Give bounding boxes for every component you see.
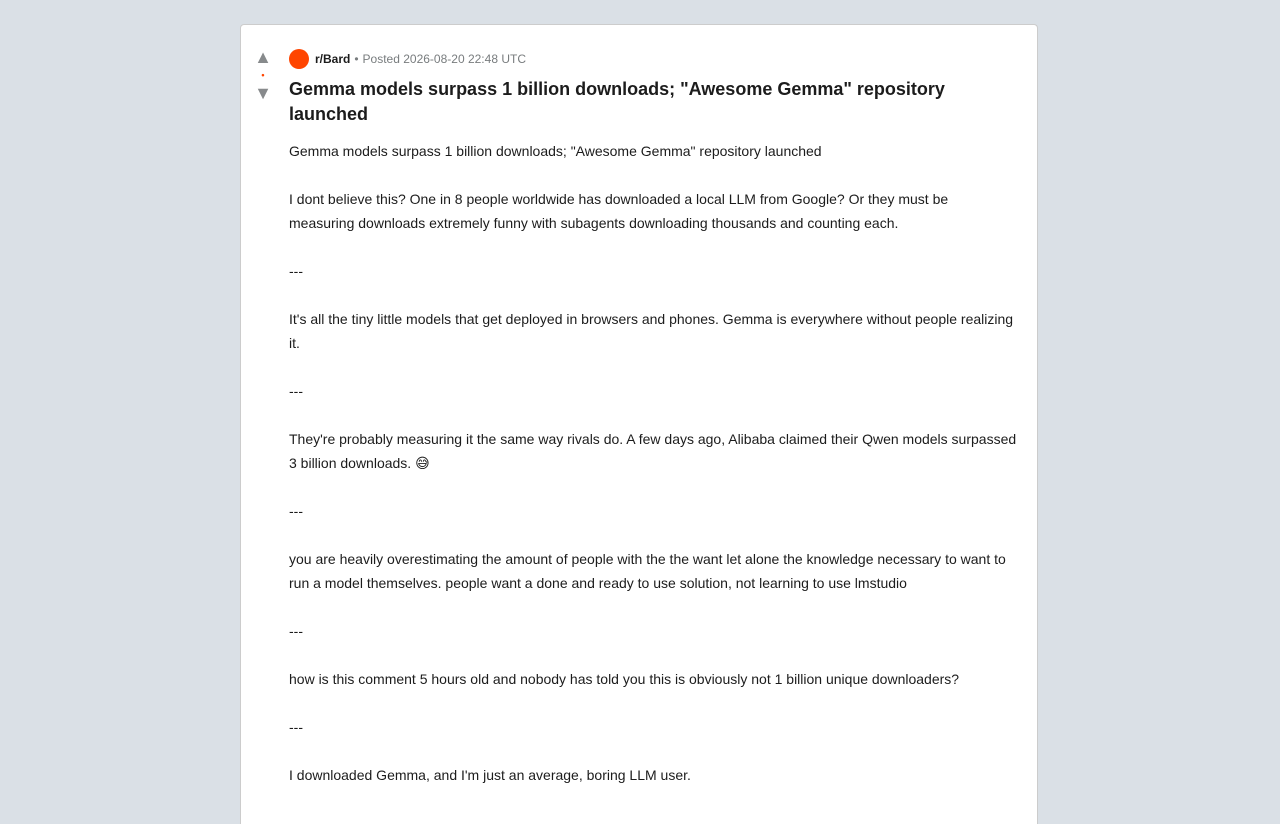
body-paragraph: I downloaded Gemma, and I'm just an average, boring LLM user.	[289, 767, 691, 783]
body-paragraph: you are heavily overestimating the amount of people with the the want let alone the knowledge necessary to want to run a model themselves. people want a done and ready to use solution, not learning to use lmstudio	[289, 551, 1006, 591]
body-paragraph: how is this comment 5 hours old and nobody has told you this is obviously not 1 billion unique downloaders?	[289, 671, 960, 687]
body-paragraph: They're probably measuring it the same way rivals do. A few days ago, Alibaba claimed their Qwen models surpassed 3 billion downloads. 😅	[289, 431, 1017, 471]
subreddit-avatar[interactable]	[289, 49, 309, 69]
body-paragraph: It's all the tiny little models that get deployed in browsers and phones. Gemma is everywhere without people realizing it.	[289, 311, 1014, 351]
comment-separator: ---	[289, 719, 303, 735]
subreddit-link[interactable]: r/Bard	[315, 52, 351, 66]
body-paragraph: Gemma models surpass 1 billion downloads; "Awesome Gemma" repository launched	[289, 143, 822, 159]
post-content	[289, 49, 1017, 811]
post-timestamp: Posted 2026-08-20 22:48 UTC	[362, 52, 526, 66]
upvote-icon[interactable]: ▲	[254, 47, 272, 67]
body-paragraph: I dont believe this? One in 8 people worldwide has downloaded a local LLM from Google? Or they must be measuring downloads extremely funny with subagents downloading thousands and counting each.	[289, 191, 949, 231]
downvote-icon[interactable]: ▼	[254, 83, 272, 103]
vote-column	[241, 47, 285, 103]
post-card	[240, 24, 1038, 824]
vote-score: •	[261, 70, 265, 80]
comment-separator: ---	[289, 383, 303, 399]
post-meta	[289, 49, 1017, 69]
meta-separator: •	[354, 52, 359, 66]
post-body	[289, 139, 1017, 787]
comment-separator: ---	[289, 263, 303, 279]
comment-separator: ---	[289, 623, 303, 639]
post-title[interactable]: Gemma models surpass 1 billion downloads; "Awesome Gemma" repository launched	[289, 79, 945, 124]
comment-separator: ---	[289, 503, 303, 519]
